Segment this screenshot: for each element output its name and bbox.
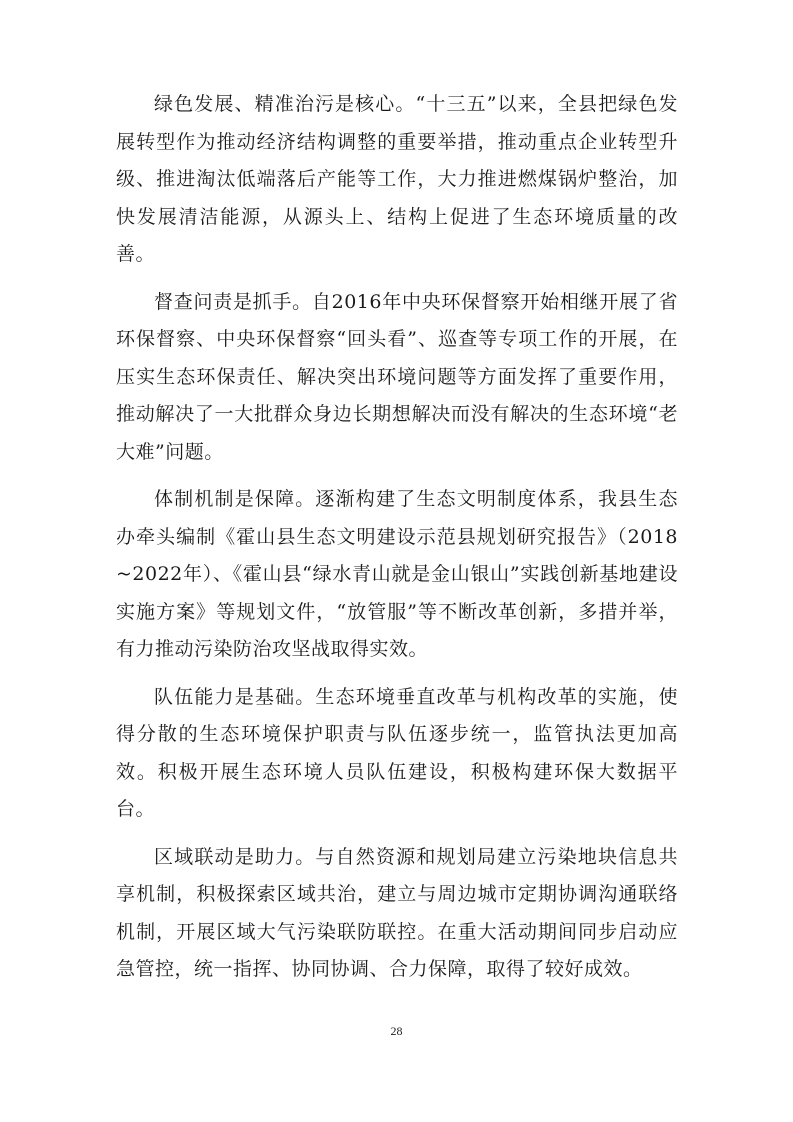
paragraph-institutions: 体制机制是保障。逐渐构建了生态文明制度体系，我县生态办牵头编制《霍山县生态文明建设示范县规划研究报告》（2018~2022年）、《霍山县“绿水青山就是金山银山”实践创新基地建设实施方案》等规划文件，“放管服”等不断改革创新，多措并举，有力推动污染防治攻坚战取得实效。 [116, 488, 678, 660]
paragraph-supervision: 督查问责是抓手。自2016年中央环保督察开始相继开展了省环保督察、中央环保督察“回头看”、巡查等专项工作的开展，在压实生态环保责任、解决突出环境问题等方面发挥了重要作用，推动解决了一大批群众身边长期想解决而没有解决的生态环境“老大难”问题。 [116, 290, 678, 463]
paragraph-team-capacity: 队伍能力是基础。生态环境垂直改革与机构改革的实施，使得分散的生态环境保护职责与队伍逐步统一，监管执法更加高效。积极开展生态环境人员队伍建设，积极构建环保大数据平台。 [116, 685, 678, 820]
body-text [116, 86, 678, 999]
paragraph-green-development: 绿色发展、精准治污是核心。“十三五”以来，全县把绿色发展转型作为推动经济结构调整的重要举措，推动重点企业转型升级、推进淘汰低端落后产能等工作，大力推进燃煤锅炉整治，加快发展清洁能源，从源头上、结构上促进了生态环境质量的改善。 [116, 93, 678, 265]
paragraph-regional-cooperation: 区域联动是助力。与自然资源和规划局建立污染地块信息共享机制，积极探索区域共治，建立与周边城市定期协调沟通联络机制，开展区域大气污染联防联控。在重大活动期间同步启动应急管控，统一指挥、协同协调、合力保障，取得了较好成效。 [116, 845, 678, 980]
page-number: 28 [390, 1024, 403, 1038]
